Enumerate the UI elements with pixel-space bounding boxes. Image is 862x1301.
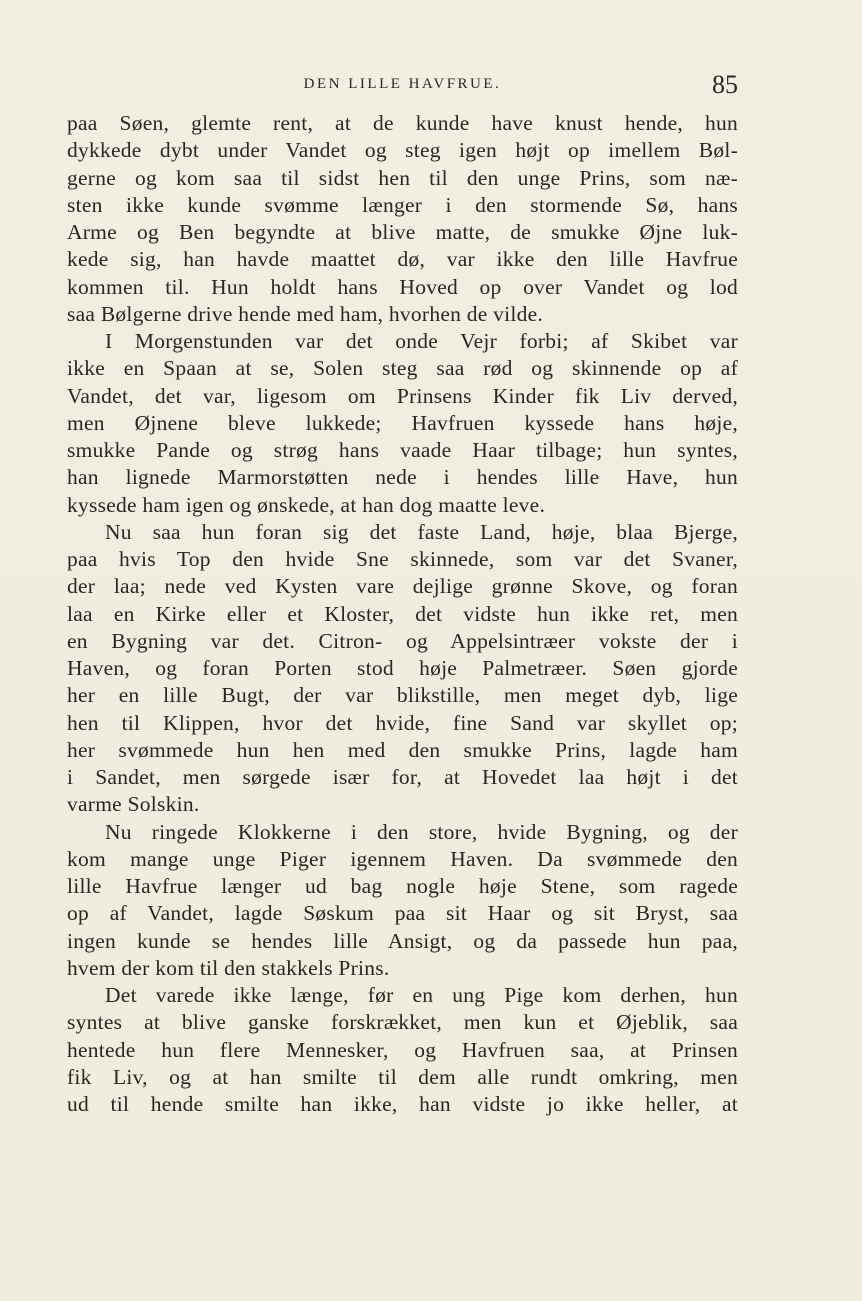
text-line: Haven, og foran Porten stod høje Palmetræer. Søen gjorde	[67, 656, 738, 680]
page-number: 85	[712, 70, 738, 99]
text-line: smukke Pande og strøg hans vaade Haar tilbage; hun syntes,	[67, 438, 738, 462]
text-line: ikke en Spaan at se, Solen steg saa rød og skinnende op af	[67, 356, 738, 381]
text-line: laa en Kirke eller et Kloster, det vidste hun ikke ret, men	[67, 601, 738, 626]
page-header	[67, 70, 738, 100]
text-line: hen til Klippen, hvor det hvide, fine Sand var skyllet op;	[67, 710, 738, 735]
text-line: i Sandet, men sørgede især for, at Hovedet laa højt i det	[67, 765, 738, 789]
text-line: Arme og Ben begyndte at blive matte, de smukke Øjne luk-	[67, 220, 738, 244]
text-line: paa hvis Top den hvide Sne skinnede, som var det Svaner,	[67, 547, 738, 571]
text-line: ud til hende smilte han ikke, han vidste jo ikke heller, at	[67, 1092, 738, 1116]
text-line: Vandet, det var, ligesom om Prinsens Kinder fik Liv derved,	[67, 383, 738, 408]
text-line: dykkede dybt under Vandet og steg igen højt op imellem Bøl-	[67, 138, 738, 163]
text-line: kyssede ham igen og ønskede, at han dog maatte leve.	[67, 492, 546, 517]
text-line: her en lille Bugt, der var blikstille, men meget dyb, lige	[67, 683, 738, 708]
text-line: kommen til. Hun holdt hans Hoved op over Vandet og lod	[67, 274, 738, 299]
text-line: fik Liv, og at han smilte til dem alle rundt omkring, men	[67, 1064, 738, 1089]
body-text	[67, 110, 738, 1118]
text-line: syntes at blive ganske forskrækket, men kun et Øjeblik, saa	[67, 1010, 738, 1035]
text-line: Det varede ikke længe, før en ung Pige kom derhen, hun	[105, 983, 738, 1007]
text-line: I Morgenstunden var det onde Vejr forbi; af Skibet var	[105, 329, 738, 353]
text-line: varme Solskin.	[67, 792, 200, 817]
text-line: hentede hun flere Mennesker, og Havfruen saa, at Prinsen	[67, 1037, 738, 1062]
text-line: kom mange unge Piger igennem Haven. Da svømmede den	[67, 846, 738, 871]
text-line: kede sig, han havde maattet dø, var ikke den lille Havfrue	[67, 247, 738, 272]
text-line: ingen kunde se hendes lille Ansigt, og da passede hun paa,	[67, 928, 738, 953]
text-line: men Øjnene bleve lukkede; Havfruen kyssede hans høje,	[67, 410, 738, 435]
text-line: han lignede Marmorstøtten nede i hendes lille Have, hun	[67, 465, 738, 490]
text-line: op af Vandet, lagde Søskum paa sit Haar og sit Bryst, saa	[67, 901, 738, 926]
text-line: en Bygning var det. Citron- og Appelsintræer vokste der i	[67, 628, 738, 653]
text-line: gerne og kom saa til sidst hen til den unge Prins, som næ-	[67, 165, 738, 190]
text-line: der laa; nede ved Kysten vare dejlige grønne Skove, og foran	[67, 574, 738, 599]
running-title: DEN LILLE HAVFRUE.	[303, 76, 502, 92]
text-line: sten ikke kunde svømme længer i den stormende Sø, hans	[67, 192, 738, 217]
text-line: saa Bølgerne drive hende med ham, hvorhen de vilde.	[67, 301, 544, 326]
text-line: Nu ringede Klokkerne i den store, hvide Bygning, og der	[105, 819, 738, 844]
text-line: her svømmede hun hen med den smukke Prins, lagde ham	[67, 737, 738, 762]
text-line: lille Havfrue længer ud bag nogle høje Stene, som ragede	[67, 874, 738, 898]
text-line: paa Søen, glemte rent, at de kunde have knust hende, hun	[67, 111, 738, 135]
text-line: hvem der kom til den stakkels Prins.	[67, 955, 390, 980]
text-line: Nu saa hun foran sig det faste Land, høje, blaa Bjerge,	[105, 519, 738, 544]
